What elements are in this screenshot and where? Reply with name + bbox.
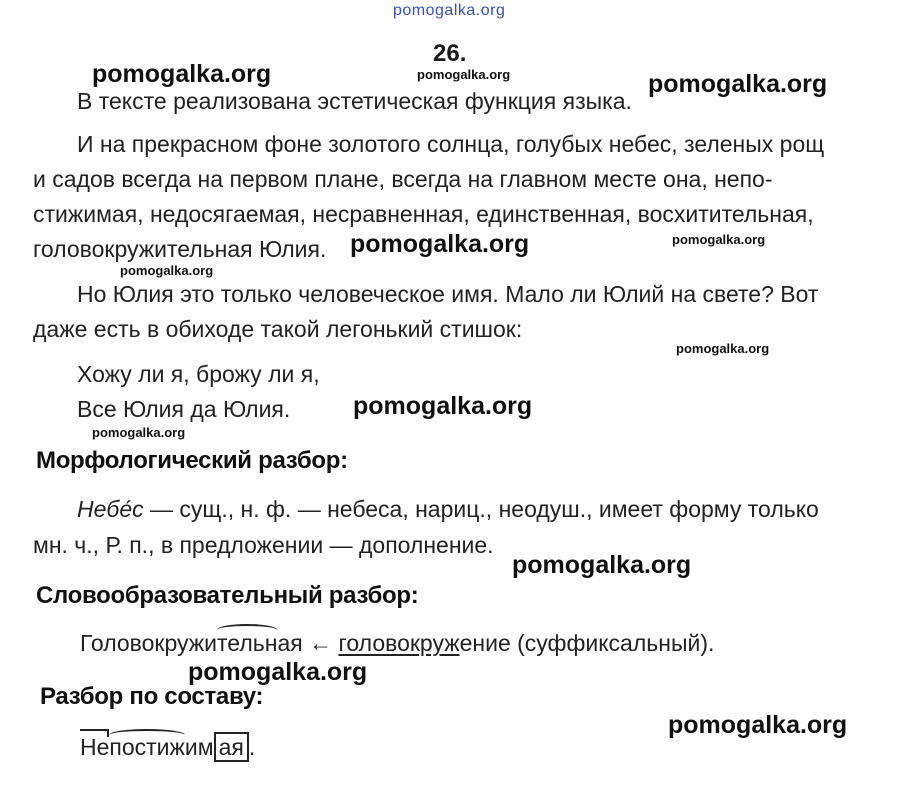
derivation-arrow: ← bbox=[302, 630, 339, 656]
morph-line2: мн. ч., Р. п., в предложении — дополнение. bbox=[33, 532, 494, 558]
composition-heading: Разбор по составу: bbox=[40, 683, 264, 710]
watermark: pomogalka.org bbox=[188, 658, 368, 686]
derivation-note: (суффиксальный). bbox=[510, 630, 715, 656]
composition-word bbox=[80, 732, 255, 762]
morph-word: Небе́с bbox=[77, 496, 144, 522]
paragraph1-line1: И на прекрасном фоне золотого солнца, голубых небес, зеленых рощ bbox=[77, 131, 825, 157]
word-prefix: Не bbox=[80, 734, 110, 760]
header-site-url[interactable]: pomogalka.org bbox=[393, 2, 506, 19]
paragraph2-line1: Но Юлия это только человеческое имя. Мало ли Юлий на свете? Вот bbox=[77, 281, 819, 307]
derived-suffix: тельн bbox=[217, 630, 278, 656]
watermark: pomogalka.org bbox=[676, 341, 770, 356]
watermark: pomogalka.org bbox=[92, 60, 272, 88]
watermark: pomogalka.org bbox=[668, 711, 848, 739]
paragraph1-line4: головокружительная Юлия. bbox=[33, 236, 327, 262]
word-suffix: им bbox=[184, 734, 214, 760]
paragraph1-line2: и садов всегда на первом плане, всегда на главном месте она, непо- bbox=[33, 166, 773, 192]
watermark: pomogalka.org bbox=[353, 392, 533, 420]
morph-line1-rest: — сущ., н. ф. — небеса, нариц., неодуш., имеет форму только bbox=[143, 496, 819, 522]
paragraph2-line2: даже есть в обиходе такой легонький стишок: bbox=[33, 316, 523, 342]
watermark: pomogalka.org bbox=[92, 425, 186, 440]
derived-word-base: Головокружи bbox=[80, 630, 218, 656]
morph-line1 bbox=[77, 496, 819, 523]
word-ending: ая bbox=[214, 732, 249, 762]
paragraph1-line3: стижимая, недосягаемая, несравненная, единственная, восхитительная, bbox=[33, 201, 814, 227]
watermark: pomogalka.org bbox=[417, 67, 511, 82]
morph-heading: Морфологический разбор: bbox=[36, 447, 348, 474]
watermark: pomogalka.org bbox=[672, 232, 766, 247]
watermark: pomogalka.org bbox=[648, 70, 828, 98]
poem-line1: Хожу ли я, брожу ли я, bbox=[77, 361, 320, 387]
intro-text: В тексте реализована эстетическая функция языка. bbox=[77, 88, 632, 114]
word-root: постиж bbox=[109, 734, 185, 760]
source-word-rest: ение bbox=[459, 630, 511, 656]
wordform-heading: Словообразовательный разбор: bbox=[36, 582, 419, 609]
poem-line2: Все Юлия да Юлия. bbox=[77, 396, 291, 422]
wordform-line bbox=[80, 630, 714, 657]
source-word-base: головокруж bbox=[338, 630, 460, 656]
watermark: pomogalka.org bbox=[350, 230, 530, 258]
watermark: pomogalka.org bbox=[512, 551, 692, 579]
word-tail: . bbox=[248, 734, 256, 760]
exercise-number: 26. bbox=[433, 40, 467, 67]
derived-ending: ая bbox=[277, 630, 303, 656]
watermark: pomogalka.org bbox=[120, 263, 214, 278]
